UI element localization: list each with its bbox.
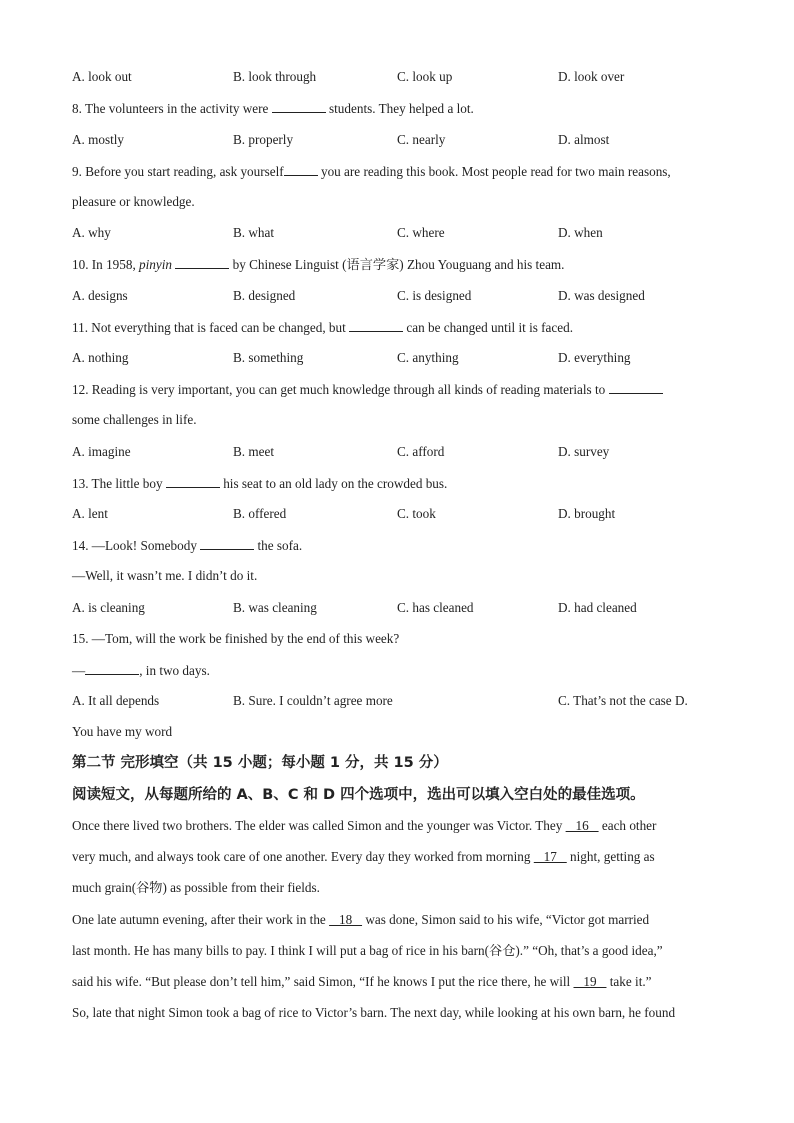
q7-option-c: C. look up — [397, 69, 453, 84]
q10-text-pre: 10. In 1958, — [72, 257, 136, 272]
q15-option-d: You have my word — [72, 724, 173, 739]
answer-blank — [272, 100, 326, 113]
passage-text: each other — [598, 818, 657, 833]
question-12 — [72, 381, 663, 398]
q7-option-d: D. look over — [558, 69, 625, 84]
q13-option-d: D. brought — [558, 506, 616, 521]
cloze-blank-17: 17 — [533, 849, 567, 864]
q9-continuation: pleasure or knowledge. — [72, 194, 195, 209]
passage-line — [72, 849, 655, 865]
cloze-blank-16: 16 — [565, 818, 599, 833]
q11-option-a: A. nothing — [72, 350, 129, 365]
q10-option-a: A. designs — [72, 288, 128, 303]
passage-line — [72, 818, 656, 834]
question-15: 15. —Tom, will the work be finished by the end of this week? — [72, 631, 400, 646]
q15-dash: — — [72, 663, 86, 678]
passage-text: night, getting as — [566, 849, 655, 864]
q15-text-post: , in two days. — [139, 663, 210, 678]
q13-text-pre: 13. The little boy — [72, 476, 163, 491]
q12-option-a: A. imagine — [72, 444, 131, 459]
answer-blank — [200, 537, 254, 550]
q12-option-d: D. survey — [558, 444, 610, 459]
q11-text-pre: 11. Not everything that is faced can be changed, but — [72, 320, 346, 335]
q11-option-b: B. something — [233, 350, 304, 365]
q8-option-a: A. mostly — [72, 132, 125, 147]
question-9 — [72, 163, 671, 180]
q8-text-post: students. They helped a lot. — [329, 101, 474, 116]
q14-text-pre: 14. —Look! Somebody — [72, 538, 197, 553]
q12-continuation: some challenges in life. — [72, 412, 197, 427]
q8-option-d: D. almost — [558, 132, 610, 147]
q14-reply: —Well, it wasn’t me. I didn’t do it. — [72, 568, 258, 583]
q10-option-b: B. designed — [233, 288, 296, 303]
q9-option-a: A. why — [72, 225, 111, 240]
q9-text-post: you are reading this book. Most people read for two main reasons, — [320, 164, 671, 179]
q13-option-c: C. took — [397, 506, 436, 521]
passage-text: very much, and always took care of one another. Every day they worked from morning — [72, 849, 534, 864]
section-instruction: 阅读短文，从每题所给的 A、B、C 和 D 四个选项中，选出可以填入空白处的最佳选项。 — [72, 787, 645, 803]
section-title: 第二节 完形填空（共 15 小题；每小题 1 分，共 15 分） — [72, 755, 448, 771]
q14-option-d: D. had cleaned — [558, 600, 637, 615]
passage-line: much grain(谷物) as possible from their fields. — [72, 880, 320, 895]
passage-line — [72, 974, 652, 990]
answer-blank — [284, 163, 318, 176]
q9-text-pre: 9. Before you start reading, ask yourself — [72, 164, 284, 179]
answer-blank — [166, 475, 220, 488]
question-14 — [72, 537, 302, 554]
q14-text-post: the sofa. — [257, 538, 303, 553]
passage-text: take it.” — [606, 974, 652, 989]
q11-option-d: D. everything — [558, 350, 631, 365]
q8-option-c: C. nearly — [397, 132, 446, 147]
q14-option-b: B. was cleaning — [233, 600, 317, 615]
answer-blank — [609, 381, 663, 394]
question-8 — [72, 100, 474, 117]
q7-option-b: B. look through — [233, 69, 317, 84]
q15-option-c: C. That’s not the case D. — [558, 693, 688, 708]
answer-blank — [85, 662, 139, 675]
answer-blank — [175, 256, 229, 269]
q13-text-post: his seat to an old lady on the crowded bus. — [223, 476, 448, 491]
q8-option-b: B. properly — [233, 132, 294, 147]
passage-line — [72, 912, 649, 928]
q12-option-b: B. meet — [233, 444, 275, 459]
q10-option-d: D. was designed — [558, 288, 645, 303]
question-13 — [72, 475, 447, 492]
q9-option-d: D. when — [558, 225, 603, 240]
q14-option-c: C. has cleaned — [397, 600, 474, 615]
q15-option-a: A. It all depends — [72, 693, 160, 708]
answer-blank — [349, 319, 403, 332]
cloze-blank-18: 18 — [329, 912, 363, 927]
q10-italic-term: pinyin — [139, 257, 173, 272]
q12-text-pre: 12. Reading is very important, you can get much knowledge through all kinds of reading materials to — [72, 382, 606, 397]
q8-text-pre: 8. The volunteers in the activity were — [72, 101, 269, 116]
q13-option-b: B. offered — [233, 506, 287, 521]
cloze-blank-19: 19 — [573, 974, 607, 989]
q14-option-a: A. is cleaning — [72, 600, 145, 615]
q11-text-post: can be changed until it is faced. — [406, 320, 573, 335]
q15-option-b: B. Sure. I couldn’t agree more — [233, 693, 393, 708]
question-10 — [72, 256, 564, 273]
passage-line: last month. He has many bills to pay. I think I will put a bag of rice in his barn(谷仓).” “Oh, that’s a good idea,” — [72, 943, 663, 958]
passage-text: Once there lived two brothers. The elder was called Simon and the younger was Victor. They — [72, 818, 566, 833]
q9-option-b: B. what — [233, 225, 275, 240]
passage-text: One late autumn evening, after their work in the — [72, 912, 330, 927]
q12-option-c: C. afford — [397, 444, 445, 459]
passage-line: So, late that night Simon took a bag of rice to Victor’s barn. The next day, while looking at his own barn, he found — [72, 1005, 676, 1020]
q15-reply — [72, 662, 210, 679]
q10-option-c: C. is designed — [397, 288, 472, 303]
question-11 — [72, 319, 573, 336]
passage-text: said his wife. “But please don’t tell him,” said Simon, “If he knows I put the rice there, he will — [72, 974, 574, 989]
q10-text-post: by Chinese Linguist (语言学家) Zhou Youguang and his team. — [232, 257, 565, 272]
q11-option-c: C. anything — [397, 350, 459, 365]
passage-text: was done, Simon said to his wife, “Victor got married — [362, 912, 650, 927]
q7-option-a: A. look out — [72, 69, 132, 84]
q13-option-a: A. lent — [72, 506, 108, 521]
q9-option-c: C. where — [397, 225, 445, 240]
